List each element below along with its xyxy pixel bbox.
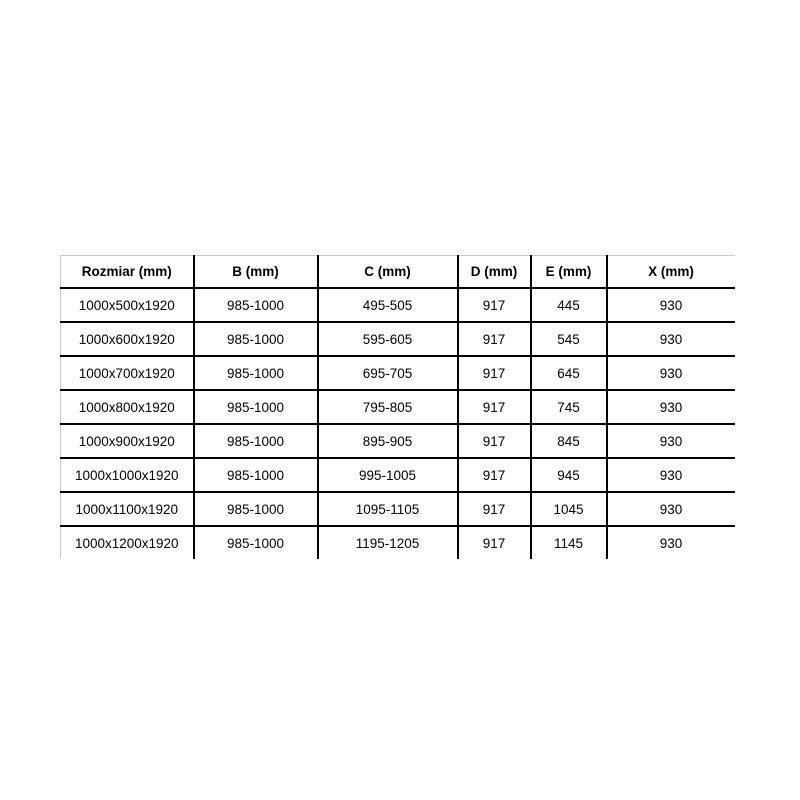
cell-rozmiar: 1000x700x1920 xyxy=(61,356,194,390)
cell-b: 985-1000 xyxy=(194,390,318,424)
cell-x: 930 xyxy=(607,356,735,390)
cell-x: 930 xyxy=(607,390,735,424)
header-cell-x: X (mm) xyxy=(607,256,735,289)
cell-x: 930 xyxy=(607,424,735,458)
cell-x: 930 xyxy=(607,492,735,526)
cell-c: 695-705 xyxy=(318,356,458,390)
cell-e: 845 xyxy=(531,424,607,458)
cell-x: 930 xyxy=(607,322,735,356)
cell-c: 795-805 xyxy=(318,390,458,424)
cell-d: 917 xyxy=(458,322,531,356)
cell-x: 930 xyxy=(607,526,735,559)
dimensions-spec-table xyxy=(60,255,735,559)
cell-b: 985-1000 xyxy=(194,288,318,322)
cell-e: 1145 xyxy=(531,526,607,559)
table-row xyxy=(61,424,735,458)
header-cell-b: B (mm) xyxy=(194,256,318,289)
cell-b: 985-1000 xyxy=(194,322,318,356)
table-header-row xyxy=(61,256,735,289)
cell-rozmiar: 1000x1000x1920 xyxy=(61,458,194,492)
table-row xyxy=(61,322,735,356)
cell-b: 985-1000 xyxy=(194,424,318,458)
table-row xyxy=(61,356,735,390)
cell-x: 930 xyxy=(607,288,735,322)
table-row xyxy=(61,390,735,424)
cell-d: 917 xyxy=(458,424,531,458)
cell-c: 495-505 xyxy=(318,288,458,322)
cell-rozmiar: 1000x800x1920 xyxy=(61,390,194,424)
cell-e: 545 xyxy=(531,322,607,356)
cell-d: 917 xyxy=(458,390,531,424)
cell-d: 917 xyxy=(458,356,531,390)
cell-e: 1045 xyxy=(531,492,607,526)
cell-e: 645 xyxy=(531,356,607,390)
cell-c: 895-905 xyxy=(318,424,458,458)
table-row xyxy=(61,288,735,322)
cell-x: 930 xyxy=(607,458,735,492)
cell-rozmiar: 1000x500x1920 xyxy=(61,288,194,322)
cell-c: 1195-1205 xyxy=(318,526,458,559)
header-cell-rozmiar: Rozmiar (mm) xyxy=(61,256,194,289)
cell-rozmiar: 1000x1100x1920 xyxy=(61,492,194,526)
table-row xyxy=(61,526,735,559)
cell-e: 445 xyxy=(531,288,607,322)
cell-c: 995-1005 xyxy=(318,458,458,492)
header-cell-c: C (mm) xyxy=(318,256,458,289)
cell-d: 917 xyxy=(458,526,531,559)
cell-c: 595-605 xyxy=(318,322,458,356)
table-row xyxy=(61,492,735,526)
cell-b: 985-1000 xyxy=(194,526,318,559)
cell-b: 985-1000 xyxy=(194,458,318,492)
table-body xyxy=(61,288,735,559)
cell-c: 1095-1105 xyxy=(318,492,458,526)
header-cell-d: D (mm) xyxy=(458,256,531,289)
cell-d: 917 xyxy=(458,288,531,322)
cell-rozmiar: 1000x900x1920 xyxy=(61,424,194,458)
cell-d: 917 xyxy=(458,458,531,492)
cell-rozmiar: 1000x1200x1920 xyxy=(61,526,194,559)
cell-b: 985-1000 xyxy=(194,356,318,390)
cell-d: 917 xyxy=(458,492,531,526)
cell-e: 945 xyxy=(531,458,607,492)
cell-e: 745 xyxy=(531,390,607,424)
table-row xyxy=(61,458,735,492)
cell-b: 985-1000 xyxy=(194,492,318,526)
cell-rozmiar: 1000x600x1920 xyxy=(61,322,194,356)
header-cell-e: E (mm) xyxy=(531,256,607,289)
